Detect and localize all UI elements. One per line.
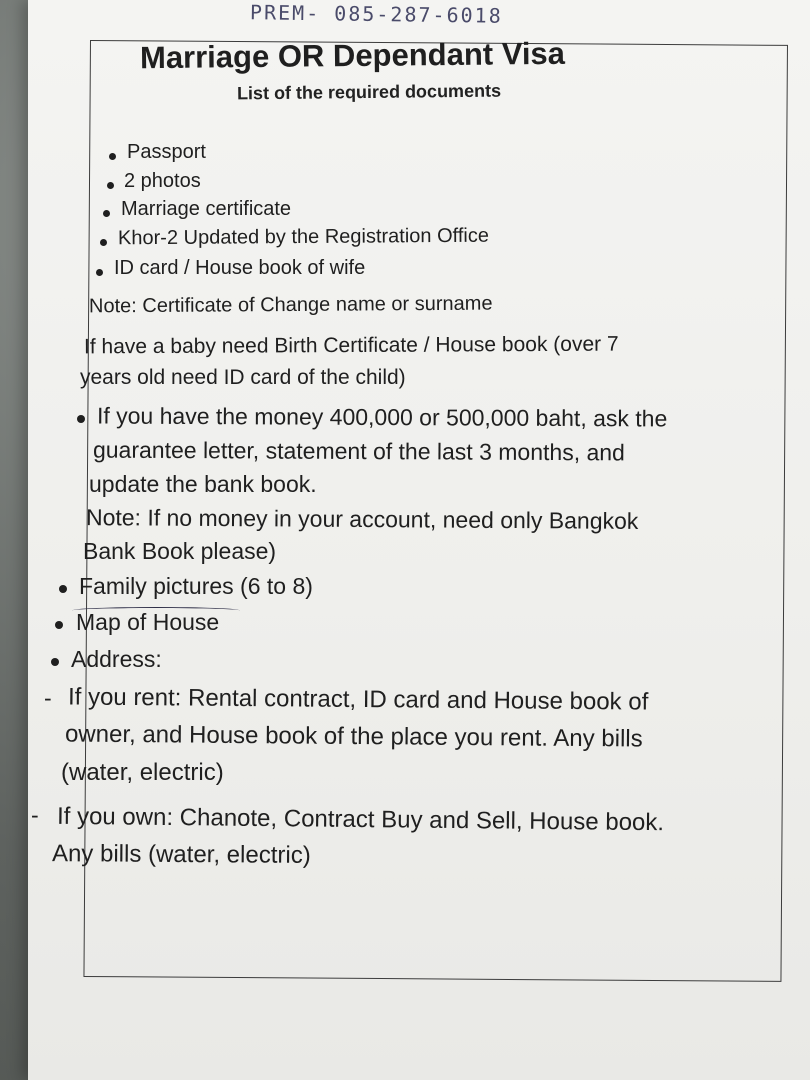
money-note-line-1: Note: If no money in your account, need only Bangkok bbox=[85, 504, 639, 534]
money-line-3: update the bank book. bbox=[89, 471, 317, 497]
document-item-id-card-wife: ID card / House book of wife bbox=[114, 257, 366, 279]
rent-line-2: owner, and House book of the place you rent. Any bills bbox=[64, 720, 643, 753]
bullet-icon bbox=[107, 182, 114, 189]
bullet-icon bbox=[100, 239, 107, 246]
note-change-name: Note: Certificate of Change name or surname bbox=[88, 292, 493, 318]
dash-marker-own: - bbox=[31, 802, 39, 828]
map-of-house-item: Map of House bbox=[76, 609, 220, 635]
family-pictures-item: Family pictures (6 to 8) bbox=[79, 573, 313, 599]
money-line-2: guarantee letter, statement of the last 3 months, and bbox=[92, 436, 625, 466]
document-item-khor-2: Khor-2 Updated by the Registration Office bbox=[117, 224, 490, 250]
bullet-icon bbox=[77, 415, 85, 423]
document-item-marriage-certificate: Marriage certificate bbox=[121, 198, 292, 220]
document-item-photos: 2 photos bbox=[124, 170, 201, 192]
money-line-1: If you have the money 400,000 or 500,000 baht, ask the bbox=[96, 402, 668, 432]
own-line-2: Any bills (water, electric) bbox=[51, 840, 311, 869]
bullet-icon bbox=[109, 153, 116, 160]
document-item-passport: Passport bbox=[127, 141, 206, 163]
dash-marker-rent: - bbox=[44, 685, 52, 711]
bullet-icon bbox=[59, 585, 67, 593]
baby-line-1: If have a baby need Birth Certificate / House book (over 7 bbox=[83, 332, 619, 359]
bullet-icon bbox=[55, 621, 63, 629]
bullet-icon bbox=[96, 269, 103, 276]
bullet-icon bbox=[103, 210, 110, 217]
handwritten-phone-note: PREM- 085-287-6018 bbox=[249, 0, 503, 28]
baby-line-2: years old need ID card of the child) bbox=[80, 366, 406, 389]
rent-line-1: If you rent: Rental contract, ID card and House book of bbox=[67, 683, 649, 716]
own-line-1: If you own: Chanote, Contract Buy and Sell, House book. bbox=[56, 802, 665, 837]
page-subtitle: List of the required documents bbox=[236, 80, 502, 104]
money-note-line-2: Bank Book please) bbox=[83, 538, 277, 564]
page-title: Marriage OR Dependant Visa bbox=[139, 35, 566, 76]
rent-line-3: (water, electric) bbox=[61, 759, 224, 786]
pen-underline-mark bbox=[72, 607, 240, 614]
bullet-icon bbox=[51, 658, 59, 666]
address-label: Address: bbox=[71, 646, 162, 672]
